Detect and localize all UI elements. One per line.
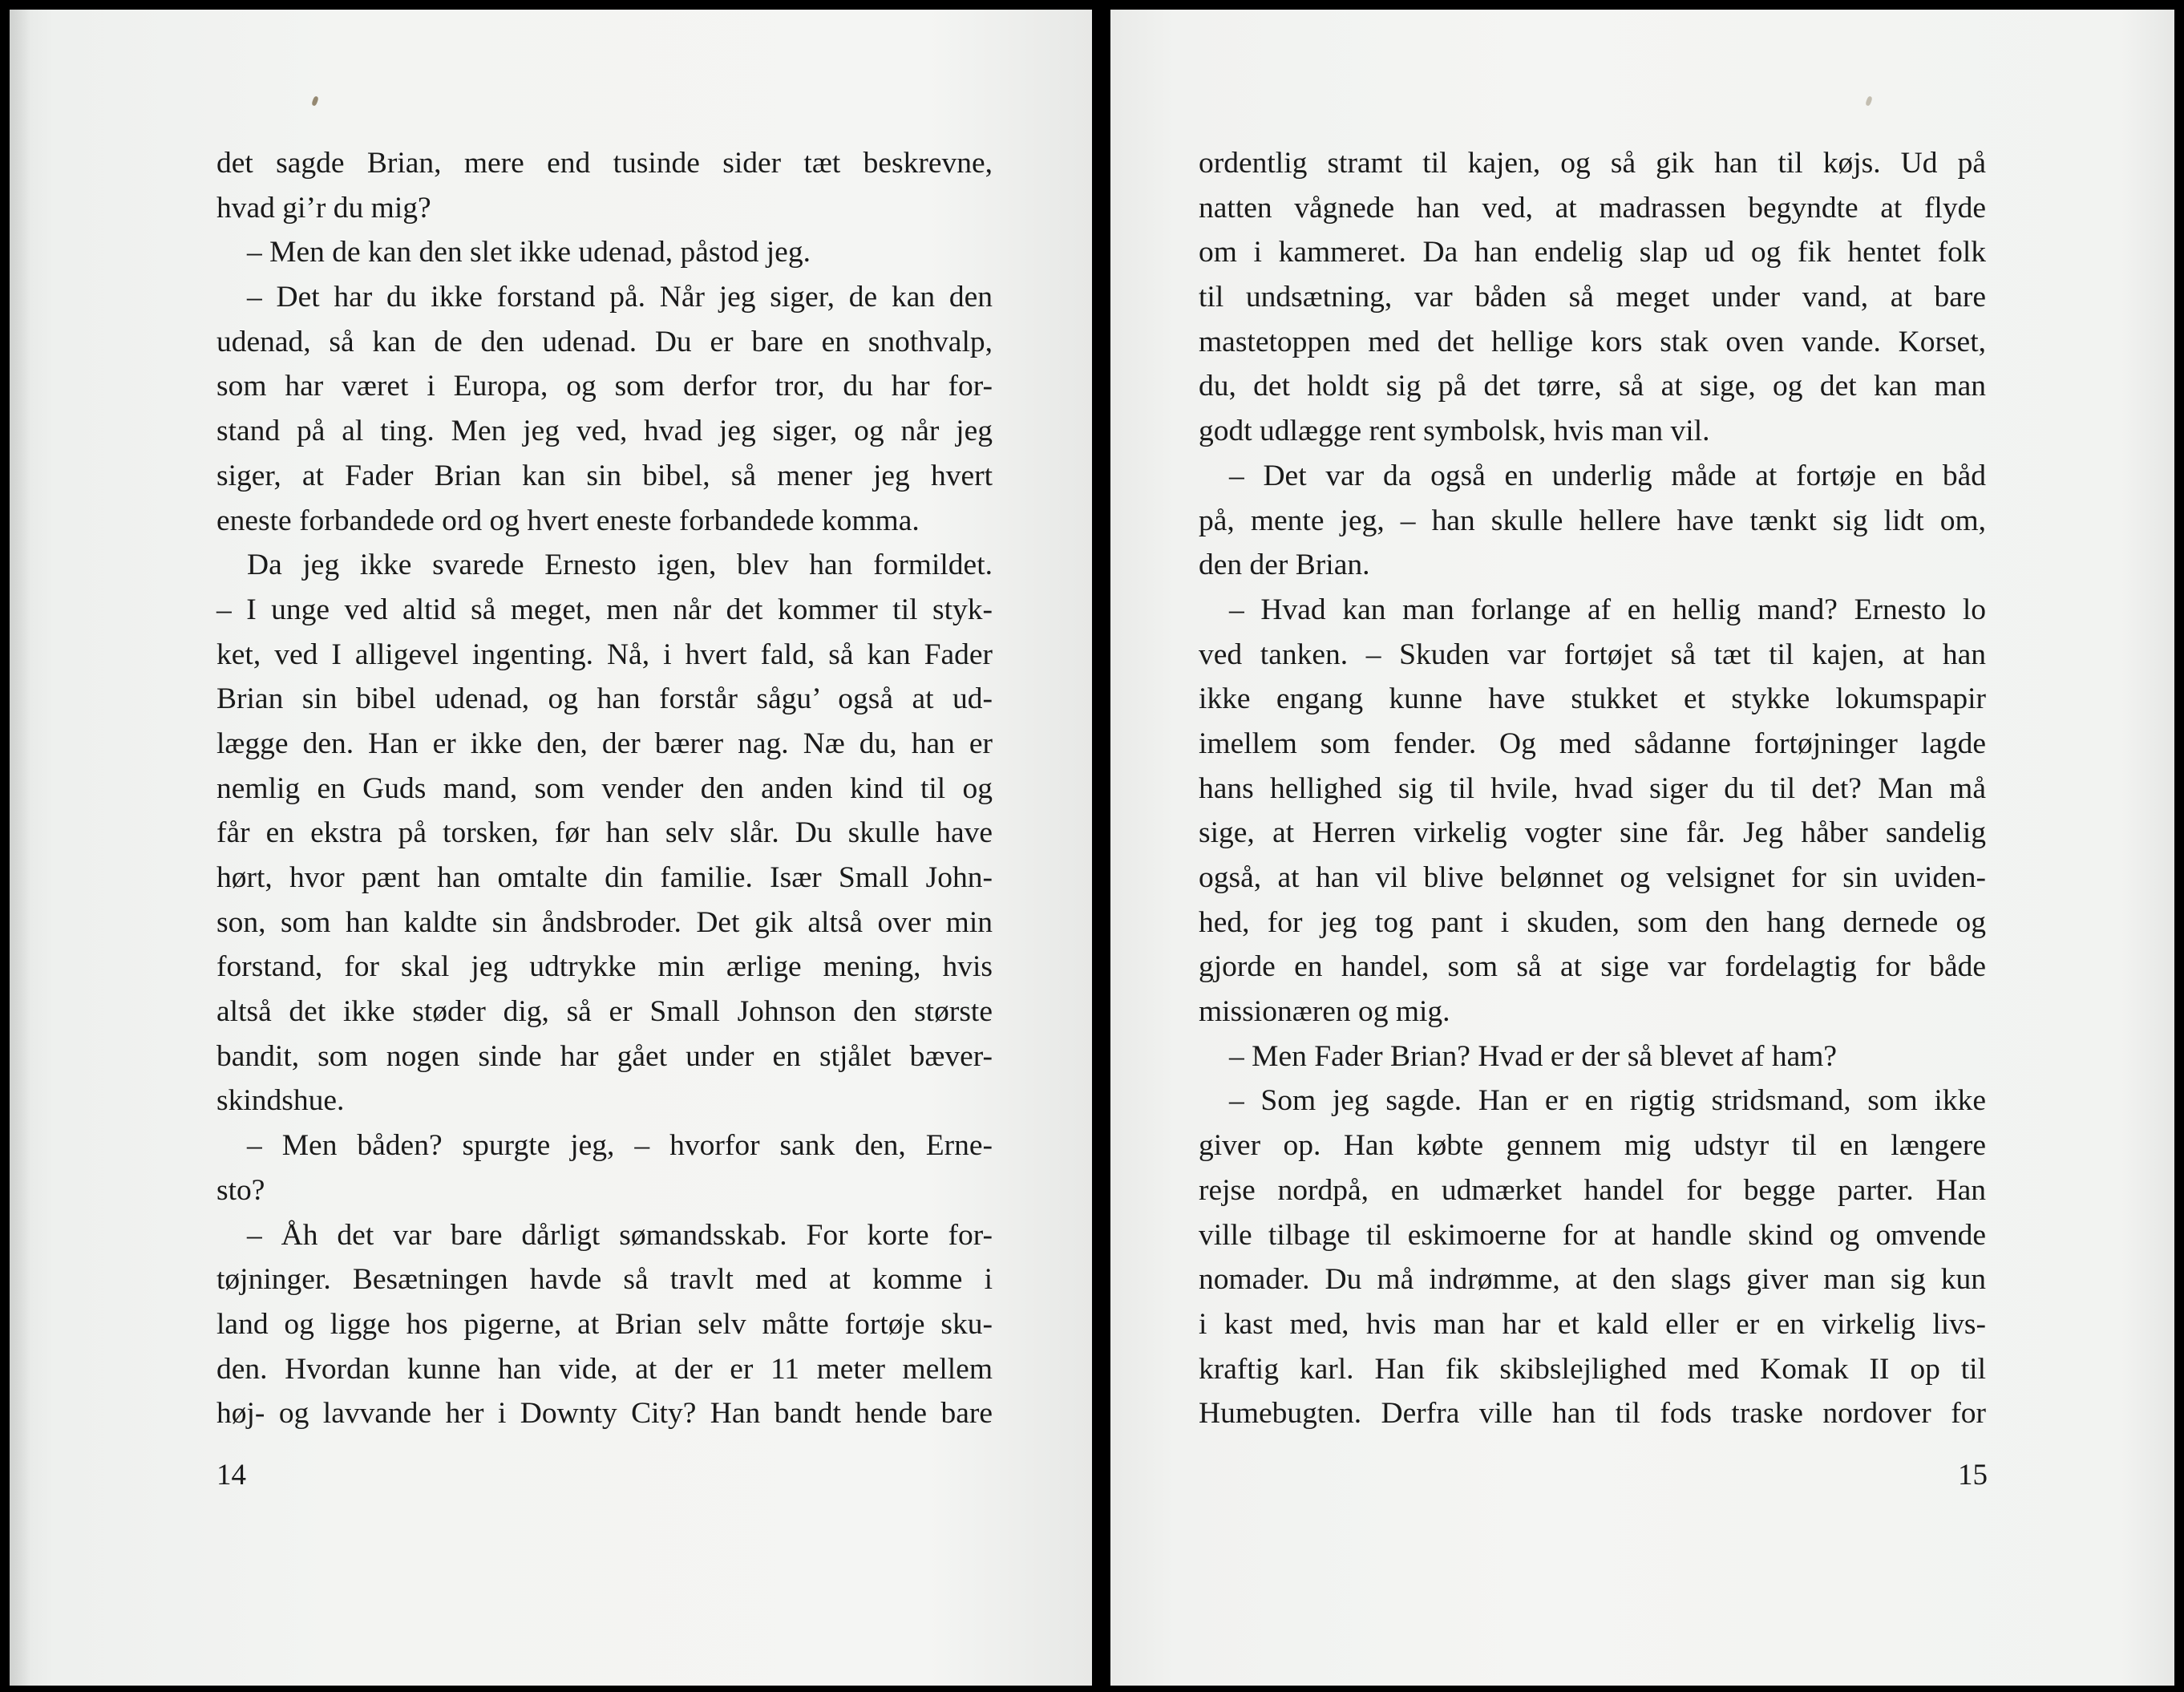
text-line: på, mente jeg, – han skulle hellere have tænkt sig lidt om, xyxy=(1199,504,1986,537)
text-line: – Åh det var bare dårligt sømandsskab. For korte for- xyxy=(247,1218,993,1252)
text-line: bandit, som nogen sinde har gået under en stjålet bæver- xyxy=(216,1039,993,1073)
text-line: – Det var da også en underlig måde at fortøje en båd xyxy=(1229,459,1986,492)
text-line: eneste forbandede ord og hvert eneste forbandede komma. xyxy=(216,504,920,537)
text-line: som har været i Europa, og som derfor tror, du har for- xyxy=(216,370,993,403)
text-line: kraftig karl. Han fik skibslejlighed med Komak II op til xyxy=(1199,1352,1986,1386)
text-line: missionæren og mig. xyxy=(1199,995,1450,1029)
text-line: – Men Fader Brian? Hvad er der så blevet af ham? xyxy=(1229,1039,1838,1073)
text-line: også, at han vil blive belønnet og velsignet for sin uviden- xyxy=(1199,861,1986,894)
right-page xyxy=(1110,10,2174,1686)
text-line: – I unge ved altid så meget, men når det kommer til styk- xyxy=(216,593,993,626)
text-line: forstand, for skal jeg udtrykke min ærlige mening, hvis xyxy=(216,950,993,984)
text-line: ville tilbage til eskimoerne for at handle skind og omvende xyxy=(1199,1218,1986,1252)
text-line: sto? xyxy=(216,1173,265,1207)
text-line: nomader. Du må indrømme, at den slags giver man sig kun xyxy=(1199,1263,1986,1297)
text-line: ikke engang kunne have stukket et stykke lokumspapir xyxy=(1199,682,1986,716)
left-page xyxy=(10,10,1092,1686)
text-line: altså det ikke støder dig, så er Small Johnson den største xyxy=(216,995,993,1029)
paper-speck xyxy=(311,95,319,106)
text-line: ordentlig stramt til kajen, og så gik han til køjs. Ud på xyxy=(1199,147,1986,180)
text-line: – Som jeg sagde. Han er en rigtig stridsmand, som ikke xyxy=(1229,1084,1986,1118)
text-line: får en ekstra på torsken, før han selv slår. Du skulle have xyxy=(216,816,993,850)
text-line: det sagde Brian, mere end tusinde sider tæt beskrevne, xyxy=(216,147,993,180)
text-line: godt udlægge rent symbolsk, hvis man vil. xyxy=(1199,415,1710,448)
paper-speck xyxy=(1865,95,1873,106)
text-line: sige, at Herren virkelig vogter sine får. Jeg håber sandelig xyxy=(1199,816,1986,850)
text-line: gjorde en handel, som så at sige var fordelagtig for både xyxy=(1199,950,1986,984)
page-gutter-shadow xyxy=(10,10,30,1686)
text-line: Da jeg ikke svarede Ernesto igen, blev han formildet. xyxy=(247,548,993,582)
left-page-body-text xyxy=(216,141,993,1436)
text-line: nemlig en Guds mand, som vender den anden kind til og xyxy=(216,771,993,805)
text-line: son, som han kaldte sin åndsbroder. Det gik altså over min xyxy=(216,905,993,939)
text-line: land og ligge hos pigerne, at Brian selv måtte fortøje sku- xyxy=(216,1307,993,1341)
text-line: du, det holdt sig på det tørre, så at sige, og det kan man xyxy=(1199,370,1986,403)
text-line: udenad, så kan de den udenad. Du er bare en snothvalp, xyxy=(216,325,993,358)
text-line: hans hellighed sig til hvile, hvad siger du til det? Man må xyxy=(1199,771,1986,805)
text-line: ket, ved I alligevel ingenting. Nå, i hvert fald, så kan Fader xyxy=(216,638,993,671)
text-line: mastetoppen med det hellige kors stak oven vande. Korset, xyxy=(1199,325,1986,358)
text-line: rejse nordpå, en udmærket handel for begge parter. Han xyxy=(1199,1173,1986,1207)
text-line: om i kammeret. Da han endelig slap ud og fik hentet folk xyxy=(1199,236,1986,269)
text-line: Humebugten. Derfra ville han til fods traske nordover for xyxy=(1199,1397,1986,1431)
right-page-number: 15 xyxy=(1958,1459,1988,1492)
text-line: høj- og lavvande her i Downty City? Han bandt hende bare xyxy=(216,1397,993,1431)
left-page-number: 14 xyxy=(216,1459,246,1492)
right-page-body-text xyxy=(1199,141,1986,1436)
text-line: skindshue. xyxy=(216,1084,345,1118)
text-line: stand på al ting. Men jeg ved, hvad jeg siger, og når jeg xyxy=(216,415,993,448)
text-line: – Men de kan den slet ikke udenad, påstod jeg. xyxy=(247,236,811,269)
text-line: hvad gi’r du mig? xyxy=(216,191,431,225)
text-line: – Men båden? spurgte jeg, – hvorfor sank den, Erne- xyxy=(247,1129,993,1163)
text-line: den. Hvordan kunne han vide, at der er 11 meter mellem xyxy=(216,1352,993,1386)
text-line: Brian sin bibel udenad, og han forstår sågu’ også at ud- xyxy=(216,682,993,716)
text-line: natten vågnede han ved, at madrassen begyndte at flyde xyxy=(1199,191,1986,225)
text-line: – Det har du ikke forstand på. Når jeg siger, de kan den xyxy=(247,281,993,314)
text-line: i kast med, hvis man har et kald eller er en virkelig livs- xyxy=(1199,1307,1986,1341)
text-line: ved tanken. – Skuden var fortøjet så tæt til kajen, at han xyxy=(1199,638,1986,671)
text-line: – Hvad kan man forlange af en hellig mand? Ernesto lo xyxy=(1229,593,1986,626)
text-line: siger, at Fader Brian kan sin bibel, så mener jeg hvert xyxy=(216,459,993,492)
text-line: tøjninger. Besætningen havde så travlt med at komme i xyxy=(216,1263,993,1297)
text-line: til undsætning, var båden så meget under vand, at bare xyxy=(1199,281,1986,314)
text-line: hørt, hvor pænt han omtalte din familie. Især Small John- xyxy=(216,861,993,894)
text-line: giver op. Han købte gennem mig udstyr til en længere xyxy=(1199,1129,1986,1163)
text-line: den der Brian. xyxy=(1199,548,1370,582)
text-line: lægge den. Han er ikke den, der bærer nag. Næ du, han er xyxy=(216,727,993,760)
text-line: hed, for jeg tog pant i skuden, som den hang dernede og xyxy=(1199,905,1986,939)
text-line: imellem som fender. Og med sådanne fortøjninger lagde xyxy=(1199,727,1986,760)
